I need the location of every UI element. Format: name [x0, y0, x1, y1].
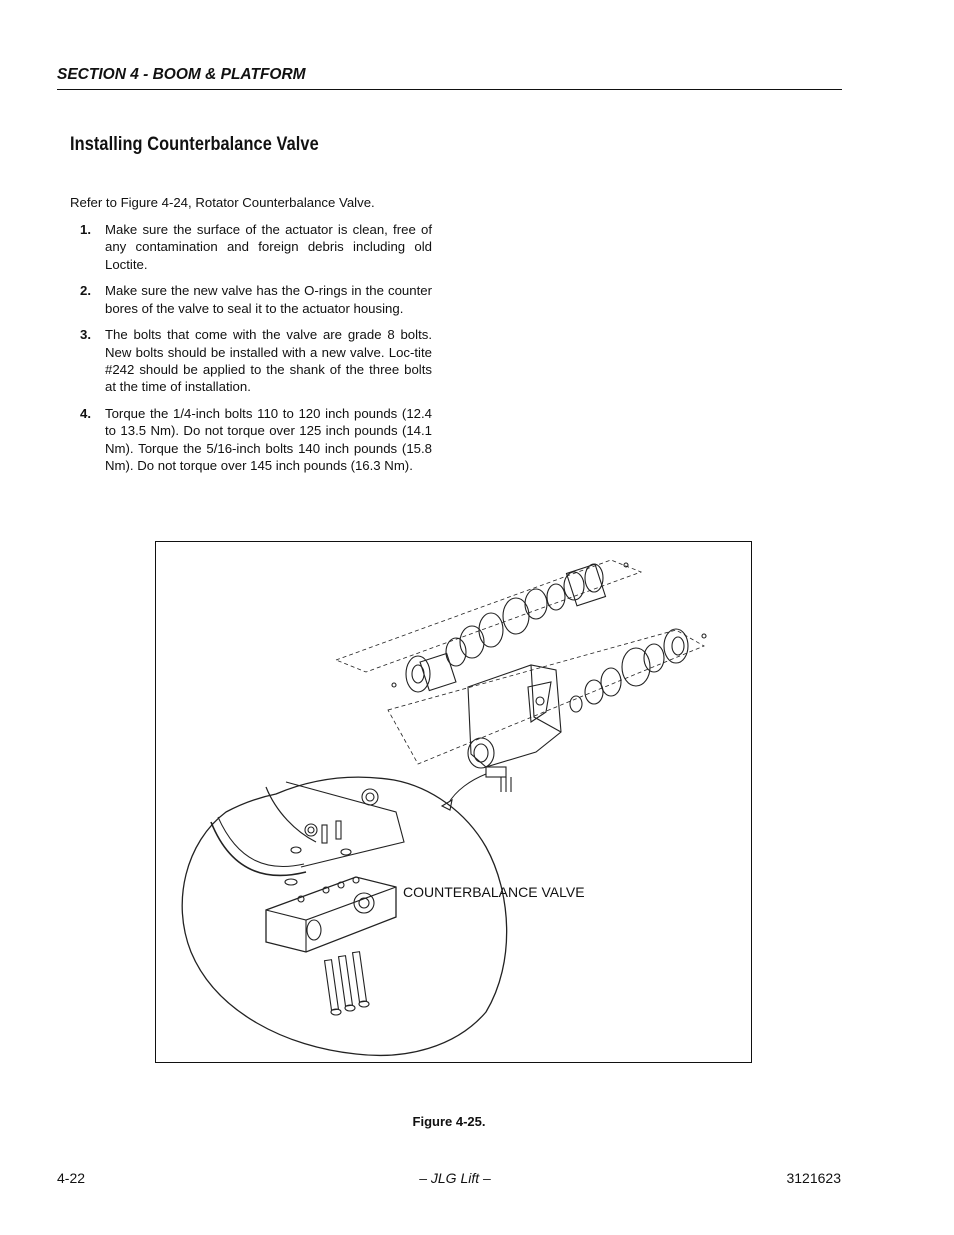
step-item — [70, 405, 432, 474]
procedure-steps — [70, 221, 432, 484]
footer-brand: – JLG Lift – — [419, 1170, 491, 1186]
figure-caption: Figure 4-25. — [412, 1114, 486, 1129]
step-item — [70, 282, 432, 317]
step-item — [70, 326, 432, 395]
page-number: 4-22 — [57, 1170, 86, 1186]
step-number: 1. — [80, 222, 91, 237]
step-text: Torque the 1/4-inch bolts 110 to 120 inch pounds (12.4 to 13.5 Nm). Do not torque over 125 inch pounds (14.1 Nm). Torque the 5/16-inch bolts 140 inch pounds (15.8 Nm). Do not torque over 145 inch pounds (16.3 Nm). — [105, 406, 432, 474]
step-text: Make sure the new valve has the O-rings in the counter bores of the valve to seal it to the actuator housing. — [105, 283, 432, 316]
callout-label: COUNTERBALANCE VALVE — [403, 884, 585, 900]
step-text: Make sure the surface of the actuator is clean, free of any contamination and foreign debris including old Loctite. — [105, 222, 432, 272]
document-number: 3121623 — [786, 1170, 841, 1186]
step-item — [70, 221, 432, 273]
rotator-exploded-illustration — [156, 542, 750, 1061]
step-number: 2. — [80, 283, 91, 299]
figure-frame — [155, 541, 752, 1063]
intro-text: Refer to Figure 4-24, Rotator Counterbalance Valve. — [70, 195, 375, 210]
step-number: 3. — [80, 327, 91, 343]
header-rule — [57, 89, 842, 90]
step-text: The bolts that come with the valve are grade 8 bolts. New bolts should be installed with a new valve. Loc-tite #242 should be applied to the shank of the three bolts at the time of installation. — [105, 327, 432, 395]
section-header: SECTION 4 - BOOM & PLATFORM — [57, 66, 306, 83]
step-number: 4. — [80, 406, 91, 422]
page-title: Installing Counterbalance Valve — [70, 134, 319, 155]
